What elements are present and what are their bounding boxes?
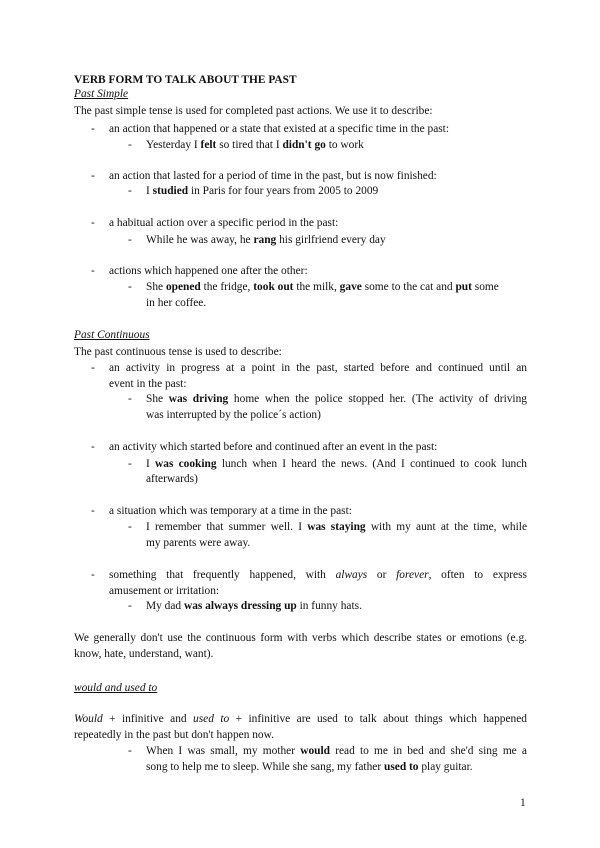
bullet-dash: - [91,265,95,277]
bullet-text: actions which happened one after the other: [109,265,308,277]
sub-bullet-dash: - [128,521,132,533]
bullet-dash: - [91,505,95,517]
example-text: Yesterday I felt so tired that I didn't go to work [146,139,364,151]
bullet-dash: - [91,441,95,453]
example-text: I remember that summer well. I was staying with my aunt at the time, while [146,521,528,533]
example-text: While he was away, he rang his girlfriend every day [146,234,386,246]
sub-bullet-dash: - [128,234,132,246]
example-text: She was driving home when the police stopped her. (The activity of driving [146,393,527,405]
paragraph: The past continuous tense is used to describe: [74,346,282,358]
bullet-text: a situation which was temporary at a time in the past: [109,505,352,517]
sub-bullet-dash: - [128,600,132,612]
example-text-cont: afterwards) [146,473,198,485]
example-text-cont: was interrupted by the police´s action) [146,409,321,421]
page-number: 1 [520,797,526,809]
section-heading-past-continuous: Past Continuous [74,329,150,341]
bullet-text: an action that happened or a state that existed at a specific time in the past: [109,123,450,135]
paragraph: The past simple tense is used for completed past actions. We use it to describe: [74,105,433,117]
bullet-dash: - [91,170,95,182]
bullet-text-cont: amusement or irritation: [109,585,220,597]
bullet-dash: - [91,217,95,229]
bullet-text: an action that lasted for a period of time in the past, but is now finished: [109,170,437,182]
bullet-text: something that frequently happened, with always or forever, often to express [109,569,527,581]
example-text: She opened the fridge, took out the milk, gave some to the cat and put some [146,281,499,293]
section-heading-past-simple: Past Simple [74,88,129,100]
bullet-text-cont: event in the past: [109,378,187,390]
example-text: I studied in Paris for four years from 2005 to 2009 [146,185,379,197]
sub-bullet-dash: - [128,139,132,151]
bullet-text: a habitual action over a specific period in the past: [109,217,339,229]
example-text-cont: in her coffee. [146,297,207,309]
paragraph: Would + infinitive and used to + infinitive are used to talk about things which happened [74,713,527,725]
sub-bullet-dash: - [128,281,132,293]
sub-bullet-dash: - [128,185,132,197]
example-text: My dad was always dressing up in funny hats. [146,600,362,612]
section-heading-would-used-to: would and used to [74,682,158,694]
bullet-text: an activity in progress at a point in the past, started before and continued until an [109,362,527,374]
paragraph-cont: repeatedly in the past but don't happen now. [74,729,274,741]
sub-bullet-dash: - [128,745,132,757]
paragraph: We generally don't use the continuous form with verbs which describe states or emotions (e.g. [74,632,527,644]
paragraph-cont: know, hate, understand, want). [74,648,214,660]
sub-bullet-dash: - [128,393,132,405]
page-title: VERB FORM TO TALK ABOUT THE PAST [74,74,297,86]
example-text-cont: song to help me to sleep. While she sang, my father used to play guitar. [146,761,473,773]
bullet-text: an activity which started before and continued after an event in the past: [109,441,438,453]
bullet-dash: - [91,123,95,135]
bullet-dash: - [91,362,95,374]
example-text: I was cooking lunch when I heard the news. (And I continued to cook lunch [146,458,527,470]
example-text: When I was small, my mother would read to me in bed and she'd sing me a [146,745,527,757]
example-text-cont: my parents were away. [146,537,251,549]
sub-bullet-dash: - [128,458,132,470]
bullet-dash: - [91,569,95,581]
